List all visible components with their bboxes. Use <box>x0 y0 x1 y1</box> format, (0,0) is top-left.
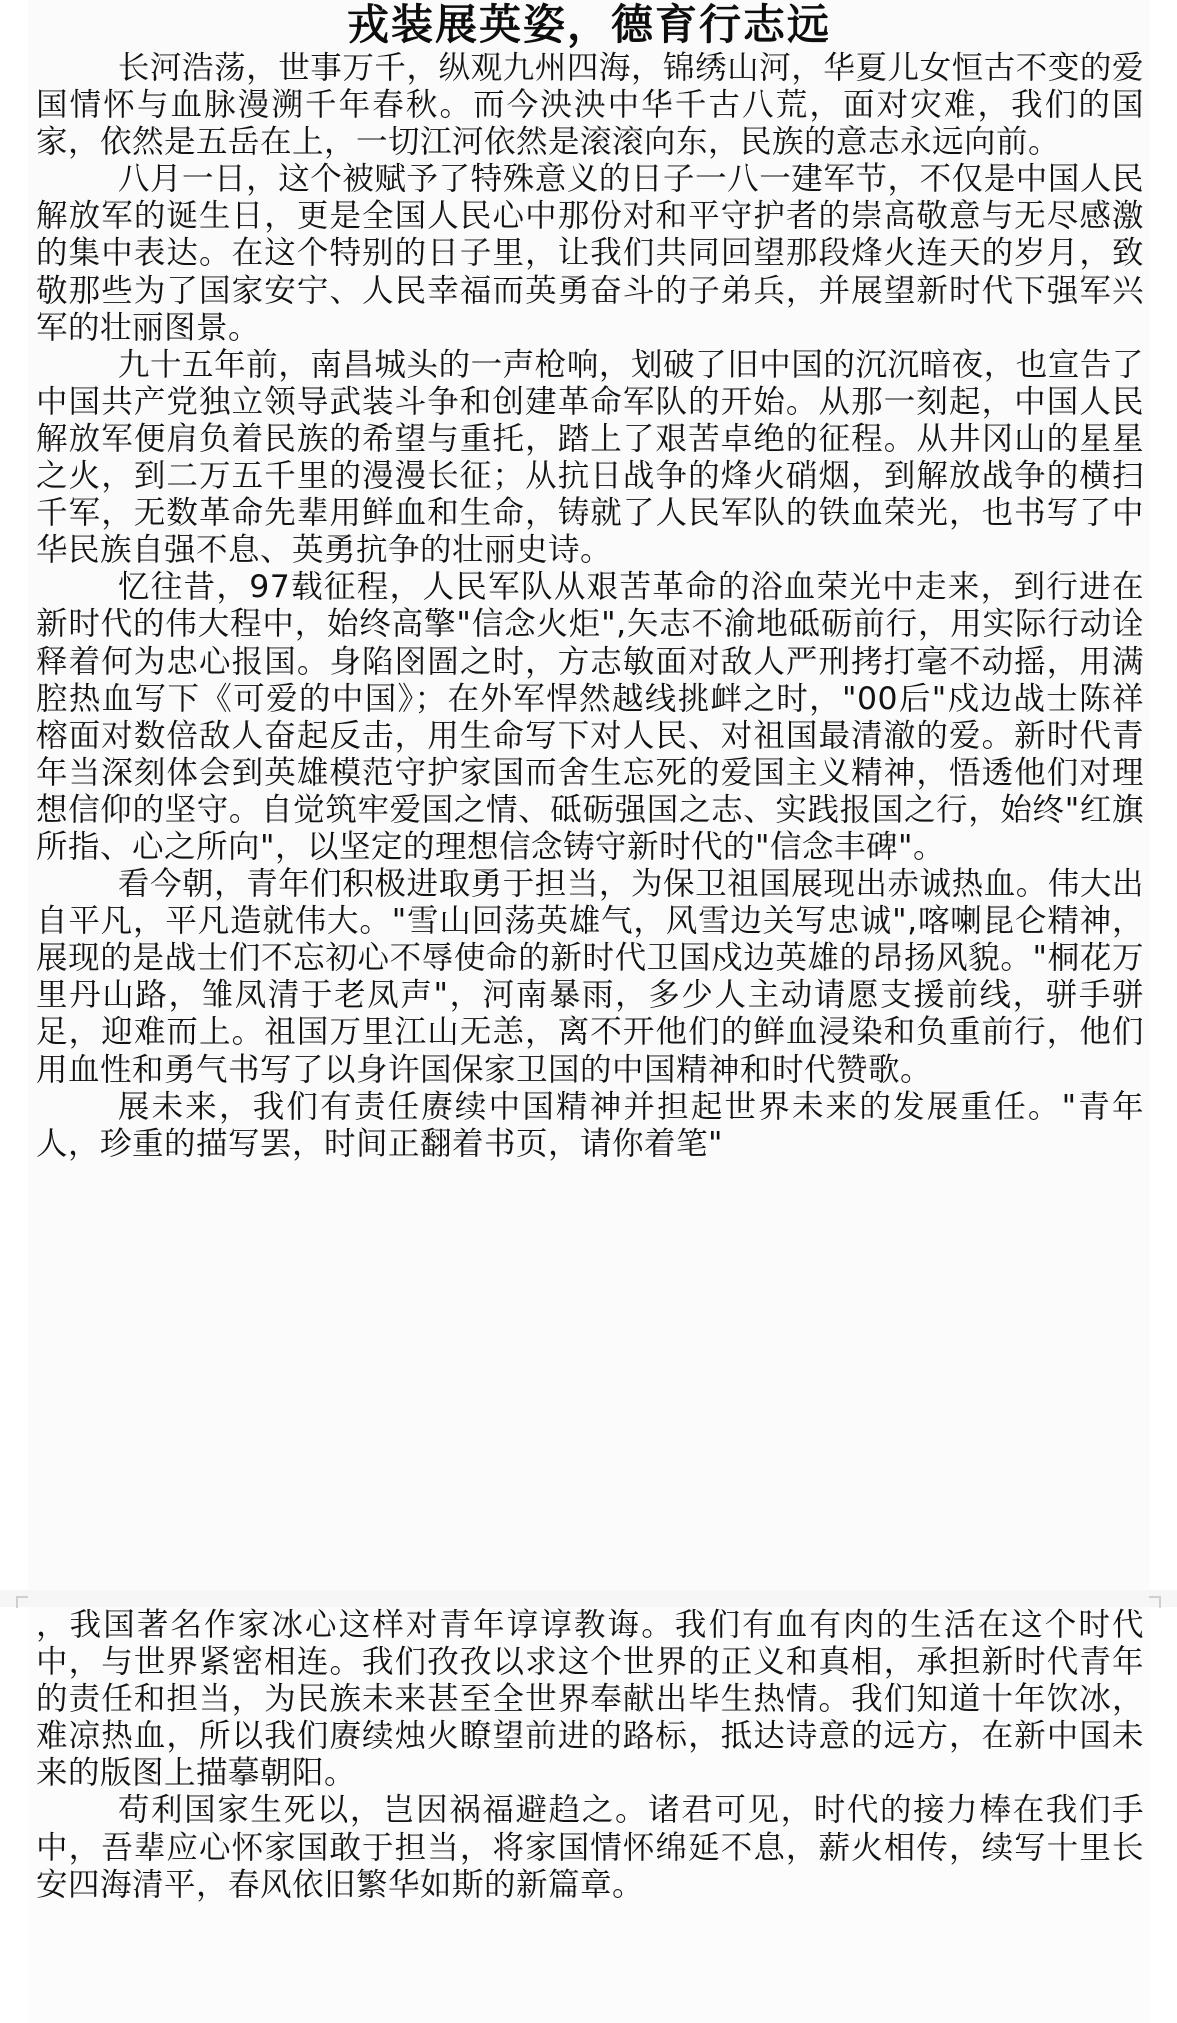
paragraph-intro: 长河浩荡，世事万千，纵观九州四海，锦绣山河，华夏儿女恒古不变的爱国情怀与血脉漫溯千年春秋。而今泱泱中华千古八荒，面对灾难，我们的国家，依然是五岳在上，一切江河依然是滚滚向东，民族的意志永远向前。 <box>36 50 1144 161</box>
paragraph-army-day: 八月一日，这个被赋予了特殊意义的日子一八一建军节，不仅是中国人民解放军的诞生日，更是全国人民心中那份对和平守护者的崇高敬意与无尽感激的集中表达。在这个特别的日子里，让我们共同回望那段烽火连天的岁月，致敬那些为了国家安宁、人民幸福而英勇奋斗的子弟兵，并展望新时代下强军兴军的壮丽图景。 <box>36 161 1144 346</box>
paragraph-conclusion: 苟利国家生死以，岂因祸福避趋之。诸君可见，时代的接力棒在我们手中，吾辈应心怀家国敢于担当，将家国情怀绵延不息，薪火相传，续写十里长安四海清平，春风依旧繁华如斯的新篇章。 <box>36 1792 1144 1903</box>
paragraph-future: 展未来，我们有责任赓续中国精神并担起世界未来的发展重任。"青年人，珍重的描写罢，时间正翻着书页，请你着笔" <box>36 1088 1144 1162</box>
page-two <box>28 1607 1150 2023</box>
paragraph-today: 看今朝，青年们积极进取勇于担当，为保卫祖国展现出赤诚热血。伟大出自平凡，平凡造就伟大。"雪山回荡英雄气，风雪边关写忠诚",喀喇昆仑精神，展现的是战士们不忘初心不辱使命的新时代卫国戍边英雄的昂扬风貌。"桐花万里丹山路，雏凤清于老凤声"，河南暴雨，多少人主动请愿支援前线，骈手骈足，迎难而上。祖国万里江山无恙，离不开他们的鲜血浸染和负重前行，他们用血性和勇气书写了以身许国保家卫国的中国精神和时代赞歌。 <box>36 866 1144 1088</box>
crop-mark-right <box>1149 1596 1161 1608</box>
paragraph-future-continued: ，我国著名作家冰心这样对青年谆谆教诲。我们有血有肉的生活在这个时代中，与世界紧密相连。我们孜孜以求这个世界的正义和真相，承担新时代青年的责任和担当，为民族未来甚至全世界奉献出毕生热情。我们知道十年饮冰，难凉热血，所以我们赓续烛火瞭望前进的路标，抵达诗意的远方，在新中国未来的版图上描摹朝阳。 <box>36 1607 1144 1792</box>
page-one <box>28 0 1150 1590</box>
paragraph-nanchang: 九十五年前，南昌城头的一声枪响，划破了旧中国的沉沉暗夜，也宣告了中国共产党独立领导武装斗争和创建革命军队的开始。从那一刻起，中国人民解放军便肩负着民族的希望与重托，踏上了艰苦卓绝的征程。从井冈山的星星之火，到二万五千里的漫漫长征；从抗日战争的烽火硝烟，到解放战争的横扫千军，无数革命先辈用鲜血和生命，铸就了人民军队的铁血荣光，也书写了中华民族自强不息、英勇抗争的壮丽史诗。 <box>36 346 1144 569</box>
page-break <box>0 1590 1177 1607</box>
paragraph-recall-past: 忆往昔，97载征程，人民军队从艰苦革命的浴血荣光中走来，到行进在新时代的伟大程中，始终高擎"信念火炬",矢志不渝地砥砺前行，用实际行动诠释着何为忠心报国。身陷囹圄之时，方志敏面对敌人严刑拷打毫不动摇，用满腔热血写下《可爱的中国》；在外军悍然越线挑衅之时，"00后"戍边战士陈祥榕面对数倍敌人奋起反击，用生命写下对人民、对祖国最清澈的爱。新时代青年当深刻体会到英雄模范守护家国而舍生忘死的爱国主义精神，悟透他们对理想信仰的坚守。自觉筑牢爱国之情、砥砺强国之志、实践报国之行，始终"红旗所指、心之所向"，以坚定的理想信念铸守新时代的"信念丰碑"。 <box>36 569 1144 865</box>
essay-title: 戎装展英姿，德育行志远 <box>346 0 831 49</box>
crop-mark-left <box>16 1596 28 1608</box>
